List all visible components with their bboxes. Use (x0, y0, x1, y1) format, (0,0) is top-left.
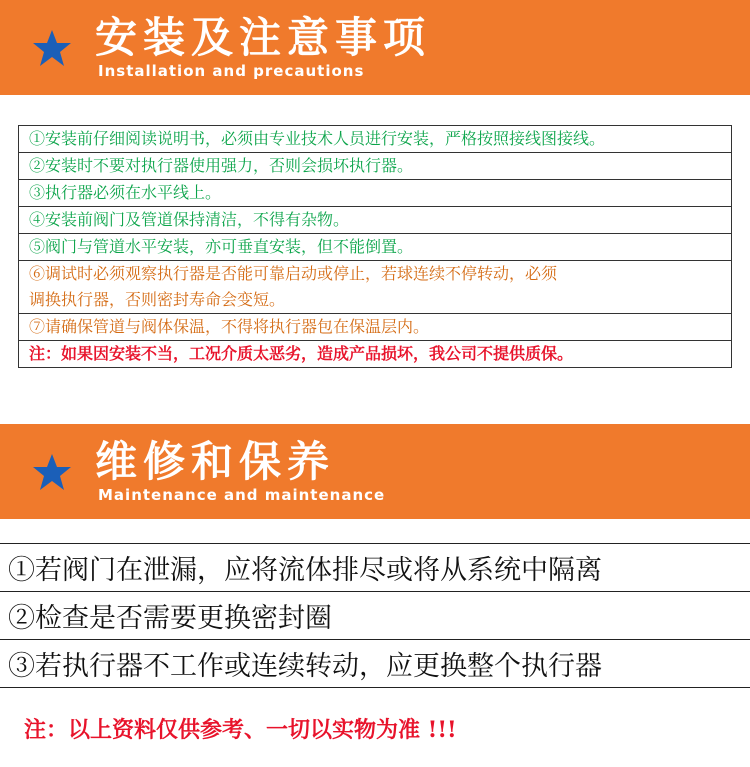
footer-note: 注：以上资料仅供参考、一切以实物为准 !!! (24, 717, 457, 743)
maintenance-item: ②检查是否需要更换密封圈 (0, 592, 750, 640)
maintenance-item: ①若阀门在泄漏，应将流体排尽或将从系统中隔离 (0, 544, 750, 592)
installation-banner (0, 0, 750, 95)
table-row (19, 314, 732, 341)
precaution-item: ④安装前阀门及管道保持清洁，不得有杂物。 (19, 207, 732, 234)
table-row (0, 640, 750, 688)
maintenance-subtitle: Maintenance and maintenance (98, 486, 386, 504)
precaution-item: ⑤阀门与管道水平安装，亦可垂直安装，但不能倒置。 (19, 234, 732, 261)
installation-subtitle: Installation and precautions (98, 62, 365, 80)
maintenance-title: 维修和保养 (95, 437, 336, 486)
precaution-item: ③执行器必须在水平线上。 (19, 180, 732, 207)
precaution-item (19, 261, 732, 314)
maintenance-item: ③若执行器不工作或连续转动，应更换整个执行器 (0, 640, 750, 688)
maintenance-list (0, 543, 750, 688)
precaution-line: 调换执行器，否则密封寿命会变短。 (29, 290, 286, 309)
maintenance-banner (0, 424, 750, 519)
table-row (19, 207, 732, 234)
precautions-table (18, 125, 732, 368)
precaution-item: ②安装时不要对执行器使用强力，否则会损坏执行器。 (19, 153, 732, 180)
installation-title: 安装及注意事项 (95, 13, 432, 62)
table-row (19, 126, 732, 153)
table-row (0, 544, 750, 592)
precaution-line: ⑥调试时必须观察执行器是否能可靠启动或停止，若球连续不停转动，必须 (29, 264, 558, 283)
table-row (19, 180, 732, 207)
precaution-item: ①安装前仔细阅读说明书，必须由专业技术人员进行安装，严格按照接线图接线。 (19, 126, 732, 153)
star-icon (32, 28, 72, 68)
star-icon (32, 452, 72, 492)
precaution-item: ⑦请确保管道与阀体保温，不得将执行器包在保温层内。 (19, 314, 732, 341)
table-row (19, 261, 732, 314)
table-row (19, 234, 732, 261)
table-row (19, 341, 732, 368)
warranty-note: 注：如果因安装不当，工况介质太恶劣，造成产品损坏，我公司不提供质保。 (19, 341, 732, 368)
table-row (0, 592, 750, 640)
table-row (19, 153, 732, 180)
